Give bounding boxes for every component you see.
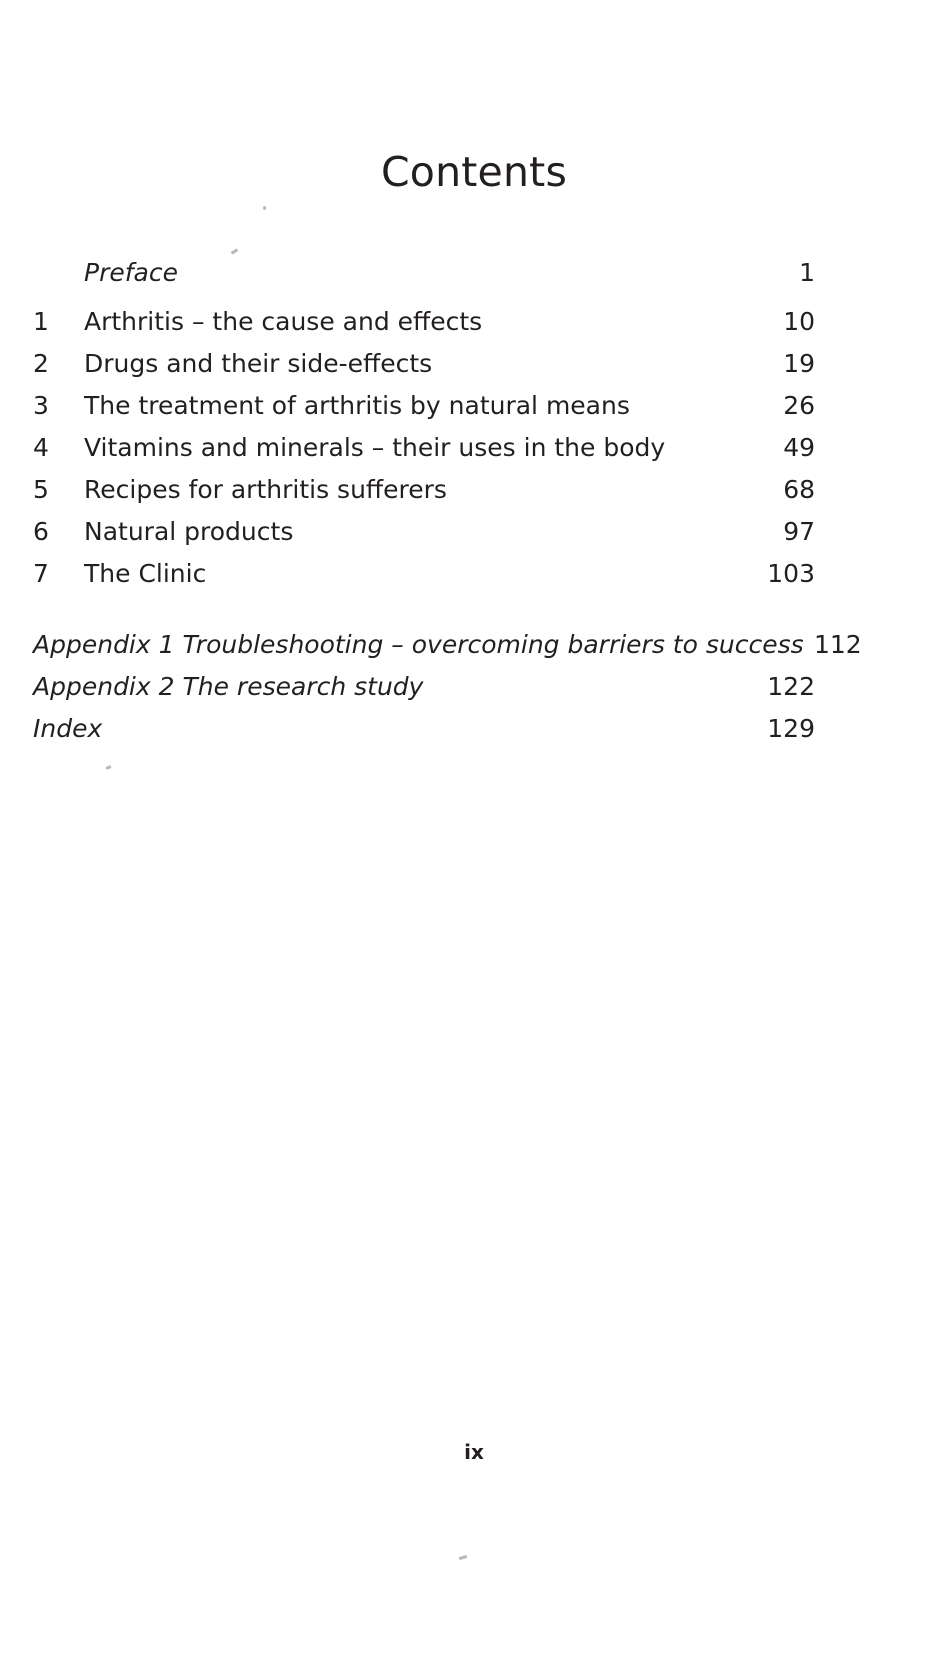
toc-entry-page: 122 (767, 672, 815, 701)
toc-entry-chapter-3 (33, 391, 815, 420)
toc-entry-number: 1 (33, 307, 49, 336)
toc-entry-number: 7 (33, 559, 49, 588)
toc-entry-number: 2 (33, 349, 49, 378)
toc-entry-appendix-1 (33, 630, 862, 659)
toc-entry-index (33, 714, 815, 743)
toc-entry-label: Arthritis – the cause and effects (84, 307, 483, 336)
page-number: ix (464, 1440, 484, 1464)
toc-entry-chapter-7 (33, 559, 815, 588)
toc-entry-number: 6 (33, 517, 49, 546)
scan-speck (263, 206, 266, 210)
toc-entry-label: Recipes for arthritis sufferers (84, 475, 447, 504)
scan-speck (459, 1555, 468, 1560)
toc-entry-label: Drugs and their side-effects (84, 349, 433, 378)
toc-entry-appendix-2 (33, 672, 815, 701)
toc-entry-label: Index (33, 714, 103, 743)
scan-speck (231, 248, 239, 254)
toc-entry-page: 19 (783, 349, 815, 378)
toc-entry-label: The Clinic (84, 559, 207, 588)
toc-entry-label: The treatment of arthritis by natural means (84, 391, 630, 420)
toc-entry-label: Natural products (84, 517, 294, 546)
toc-entry-page: 97 (783, 517, 815, 546)
toc-entry-label: Appendix 2 The research study (33, 672, 424, 701)
scan-speck (106, 765, 112, 770)
toc-entry-number: 3 (33, 391, 49, 420)
toc-entry-chapter-5 (33, 475, 815, 504)
toc-entry-number: 5 (33, 475, 49, 504)
toc-entry-page: 112 (813, 630, 862, 659)
toc-entry-label: Preface (84, 258, 178, 287)
page-title: Contents (380, 148, 568, 196)
toc-entry-page: 129 (767, 714, 815, 743)
toc-entry-chapter-1 (33, 307, 815, 336)
toc-section-divider (33, 601, 815, 630)
toc-entry-page: 26 (783, 391, 815, 420)
toc-entry-page: 1 (799, 258, 815, 287)
toc-entry-preface (33, 258, 815, 287)
toc-entry-chapter-6 (33, 517, 815, 546)
toc-entry-chapter-2 (33, 349, 815, 378)
toc-entry-number: 4 (33, 433, 49, 462)
toc-entry-page: 49 (783, 433, 815, 462)
toc-entry-page: 10 (783, 307, 815, 336)
toc-entry-page: 103 (767, 559, 815, 588)
toc-entry-label: Appendix 1 Troubleshooting – overcoming barriers to success (33, 630, 804, 659)
toc-entry-label: Vitamins and minerals – their uses in the body (84, 433, 666, 462)
table-of-contents (33, 258, 862, 756)
toc-entry-page: 68 (783, 475, 815, 504)
toc-entry-chapter-4 (33, 433, 815, 462)
